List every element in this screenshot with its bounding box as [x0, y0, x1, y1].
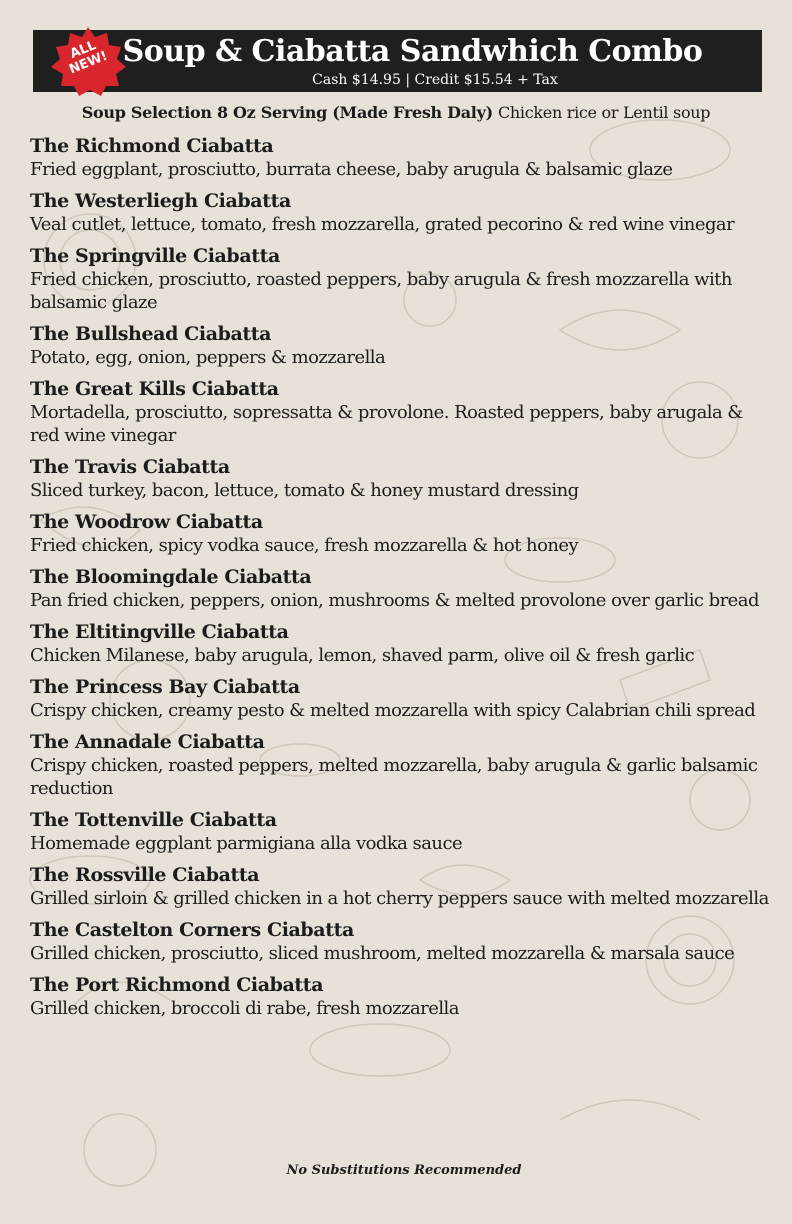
menu-item — [30, 863, 775, 910]
menu-item — [30, 377, 775, 447]
item-description: Grilled sirloin & grilled chicken in a hot cherry peppers sauce with melted mozzarella — [30, 888, 769, 909]
item-description: Pan fried chicken, peppers, onion, mushrooms & melted provolone over garlic bread — [30, 590, 759, 611]
item-name: The Westerliegh Ciabatta — [30, 190, 291, 212]
soup-options: Chicken rice or Lentil soup — [497, 103, 711, 122]
item-description: Fried eggplant, prosciutto, burrata cheese, baby arugula & balsamic glaze — [30, 159, 673, 180]
item-name: The Bullshead Ciabatta — [30, 323, 272, 345]
item-description: Homemade eggplant parmigiana alla vodka sauce — [30, 833, 463, 854]
item-name: The Bloomingdale Ciabatta — [30, 566, 312, 588]
menu-item — [30, 973, 775, 1020]
page-title: Soup & Ciabatta Sandwhich Combo — [122, 34, 703, 69]
menu-item — [30, 244, 775, 314]
item-name: The Springville Ciabatta — [30, 245, 280, 267]
soup-label: Soup Selection 8 Oz Serving (Made Fresh Daly) — [81, 103, 493, 122]
item-description: Grilled chicken, prosciutto, sliced mushroom, melted mozzarella & marsala sauce — [30, 943, 735, 964]
menu-item — [30, 565, 775, 612]
item-description: Fried chicken, prosciutto, roasted peppers, baby arugula & fresh mozzarella with balsamic glaze — [30, 269, 732, 313]
menu-item — [30, 620, 775, 667]
menu-item — [30, 134, 775, 181]
menu-item — [30, 455, 775, 502]
item-name: The Richmond Ciabatta — [30, 135, 274, 157]
menu-item — [30, 322, 775, 369]
item-name: The Eltitingville Ciabatta — [30, 621, 289, 643]
item-description: Potato, egg, onion, peppers & mozzarella — [30, 347, 386, 368]
item-name: The Castelton Corners Ciabatta — [30, 919, 354, 941]
menu-item — [30, 510, 775, 557]
item-name: The Travis Ciabatta — [30, 456, 230, 478]
item-name: The Great Kills Ciabatta — [30, 378, 279, 400]
menu-list — [30, 134, 775, 1028]
item-name: The Woodrow Ciabatta — [30, 511, 263, 533]
menu-item — [30, 808, 775, 855]
item-description: Sliced turkey, bacon, lettuce, tomato & honey mustard dressing — [30, 480, 579, 501]
menu-item — [30, 189, 775, 236]
menu-item — [30, 730, 775, 800]
badge-label: ALL NEW! — [67, 38, 110, 78]
item-name: The Annadale Ciabatta — [30, 731, 265, 753]
item-description: Crispy chicken, roasted peppers, melted mozzarella, baby arugula & garlic balsamic reduction — [30, 755, 758, 799]
item-description: Veal cutlet, lettuce, tomato, fresh mozzarella, grated pecorino & red wine vinegar — [30, 214, 735, 235]
item-description: Grilled chicken, broccoli di rabe, fresh mozzarella — [30, 998, 459, 1019]
item-description: Fried chicken, spicy vodka sauce, fresh mozzarella & hot honey — [30, 535, 579, 556]
item-name: The Tottenville Ciabatta — [30, 809, 277, 831]
item-description: Mortadella, prosciutto, sopressatta & provolone. Roasted peppers, baby arugala & red wine vinegar — [30, 402, 743, 446]
header-bar — [33, 30, 762, 92]
soup-selection — [0, 101, 792, 125]
item-name: The Rossville Ciabatta — [30, 864, 260, 886]
menu-item — [30, 918, 775, 965]
item-name: The Port Richmond Ciabatta — [30, 974, 324, 996]
item-description: Crispy chicken, creamy pesto & melted mozzarella with spicy Calabrian chili spread — [30, 700, 756, 721]
all-new-badge — [48, 25, 128, 97]
menu-item — [30, 675, 775, 722]
item-description: Chicken Milanese, baby arugula, lemon, shaved parm, olive oil & fresh garlic — [30, 645, 695, 666]
price-line: Cash $14.95 | Credit $15.54 + Tax — [312, 72, 558, 88]
footnote: No Substitutions Recommended — [286, 1163, 522, 1178]
item-name: The Princess Bay Ciabatta — [30, 676, 300, 698]
